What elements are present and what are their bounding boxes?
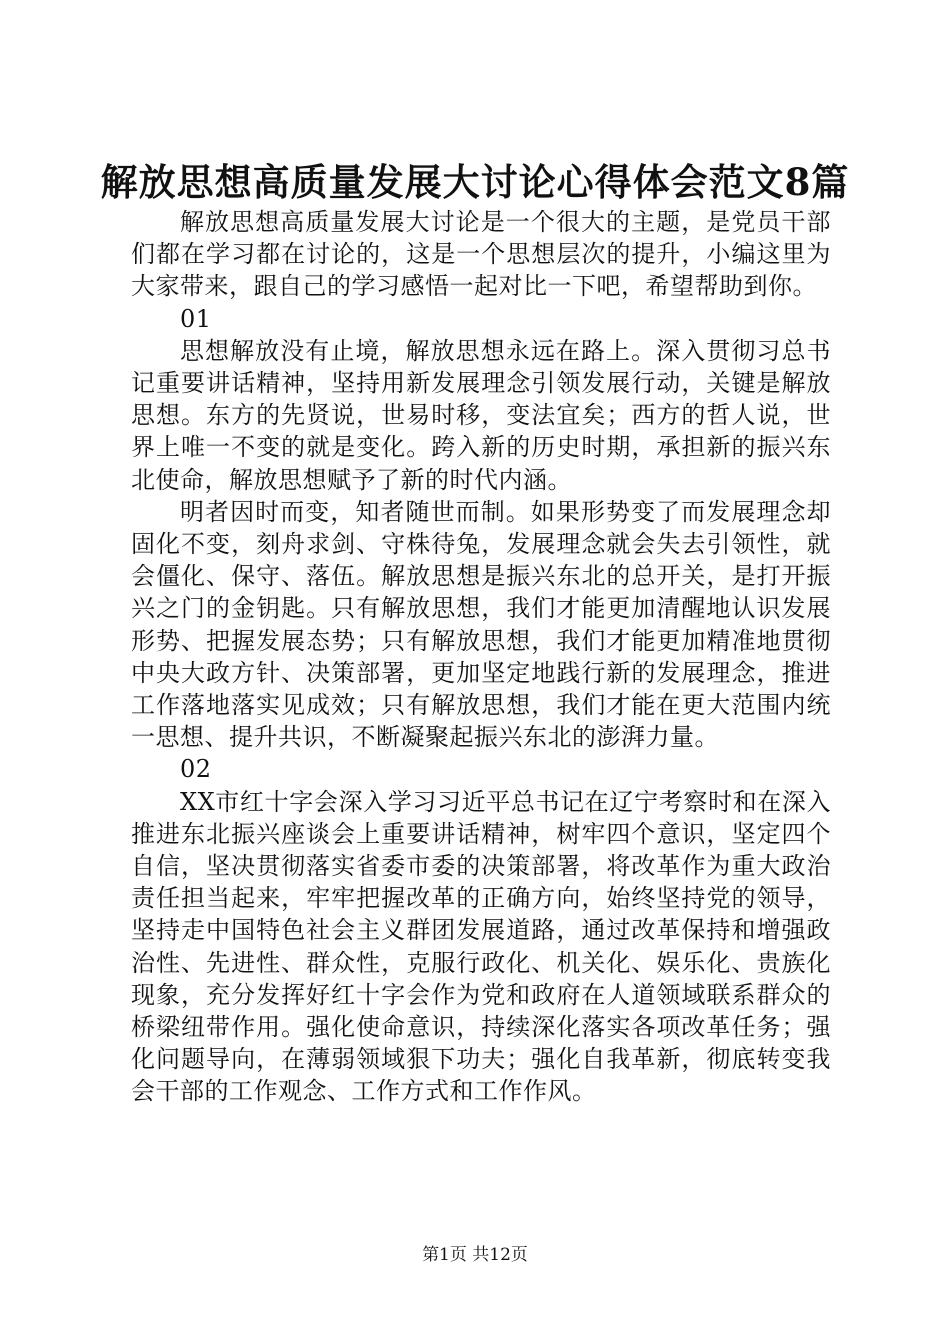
- page-footer: 第1页 共12页: [422, 1245, 528, 1265]
- section-number-02: 02: [180, 755, 212, 784]
- section2-paragraph1: XX市红十字会深入学习习近平总书记在辽宁考察时和在深入推进东北振兴座谈会上重要讲话精神，树牢四个意识，坚定四个自信，坚决贯彻落实省委市委的决策部署，将改革作为重大政治责任担当起来，牢牢把握改革的正确方向，始终坚持党的领导，坚持走中国特色社会主义群团发展道路，通过改革保持和增强政治性、先进性、群众性，克服行政化、机关化、娱乐化、贵族化现象，充分发挥好红十字会作为党和政府在人道领域联系群众的桥梁纽带作用。强化使命意识，持续深化落实各项改革任务；强化问题导向，在薄弱领域狠下功夫；强化自我革新，彻底转变我会干部的工作观念、工作方式和工作作风。: [131, 787, 831, 1106]
- section1-paragraph2: 明者因时而变，知者随世而制。如果形势变了而发展理念却固化不变，刻舟求剑、守株待兔，发展理念就会失去引领性，就会僵化、保守、落伍。解放思想是振兴东北的总开关，是打开振兴之门的金钥匙。只有解放思想，我们才能更加清醒地认识发展形势、把握发展态势；只有解放思想，我们才能更加精准地贯彻中央大政方针、决策部署，更加坚定地践行新的发展理念，推进工作落地落实见成效；只有解放思想，我们才能在更大范围内统一思想、提升共识，不断凝聚起振兴东北的澎湃力量。: [131, 497, 831, 752]
- section-number-01: 01: [180, 304, 212, 333]
- document-body: [131, 206, 831, 1108]
- section1-paragraph1: 思想解放没有止境，解放思想永远在路上。深入贯彻习总书记重要讲话精神，坚持用新发展理念引领发展行动，关键是解放思想。东方的先贤说，世易时移，变法宜矣；西方的哲人说，世界上唯一不变的就是变化。跨入新的历史时期，承担新的振兴东北使命，解放思想赋予了新的时代内涵。: [131, 336, 831, 494]
- intro-paragraph: 解放思想高质量发展大讨论是一个很大的主题，是党员干部们都在学习都在讨论的，这是一个思想层次的提升，小编这里为大家带来，跟自己的学习感悟一起对比一下吧，希望帮助到你。: [131, 208, 831, 301]
- document-title: 解放思想高质量发展大讨论心得体会范文8篇: [100, 160, 850, 204]
